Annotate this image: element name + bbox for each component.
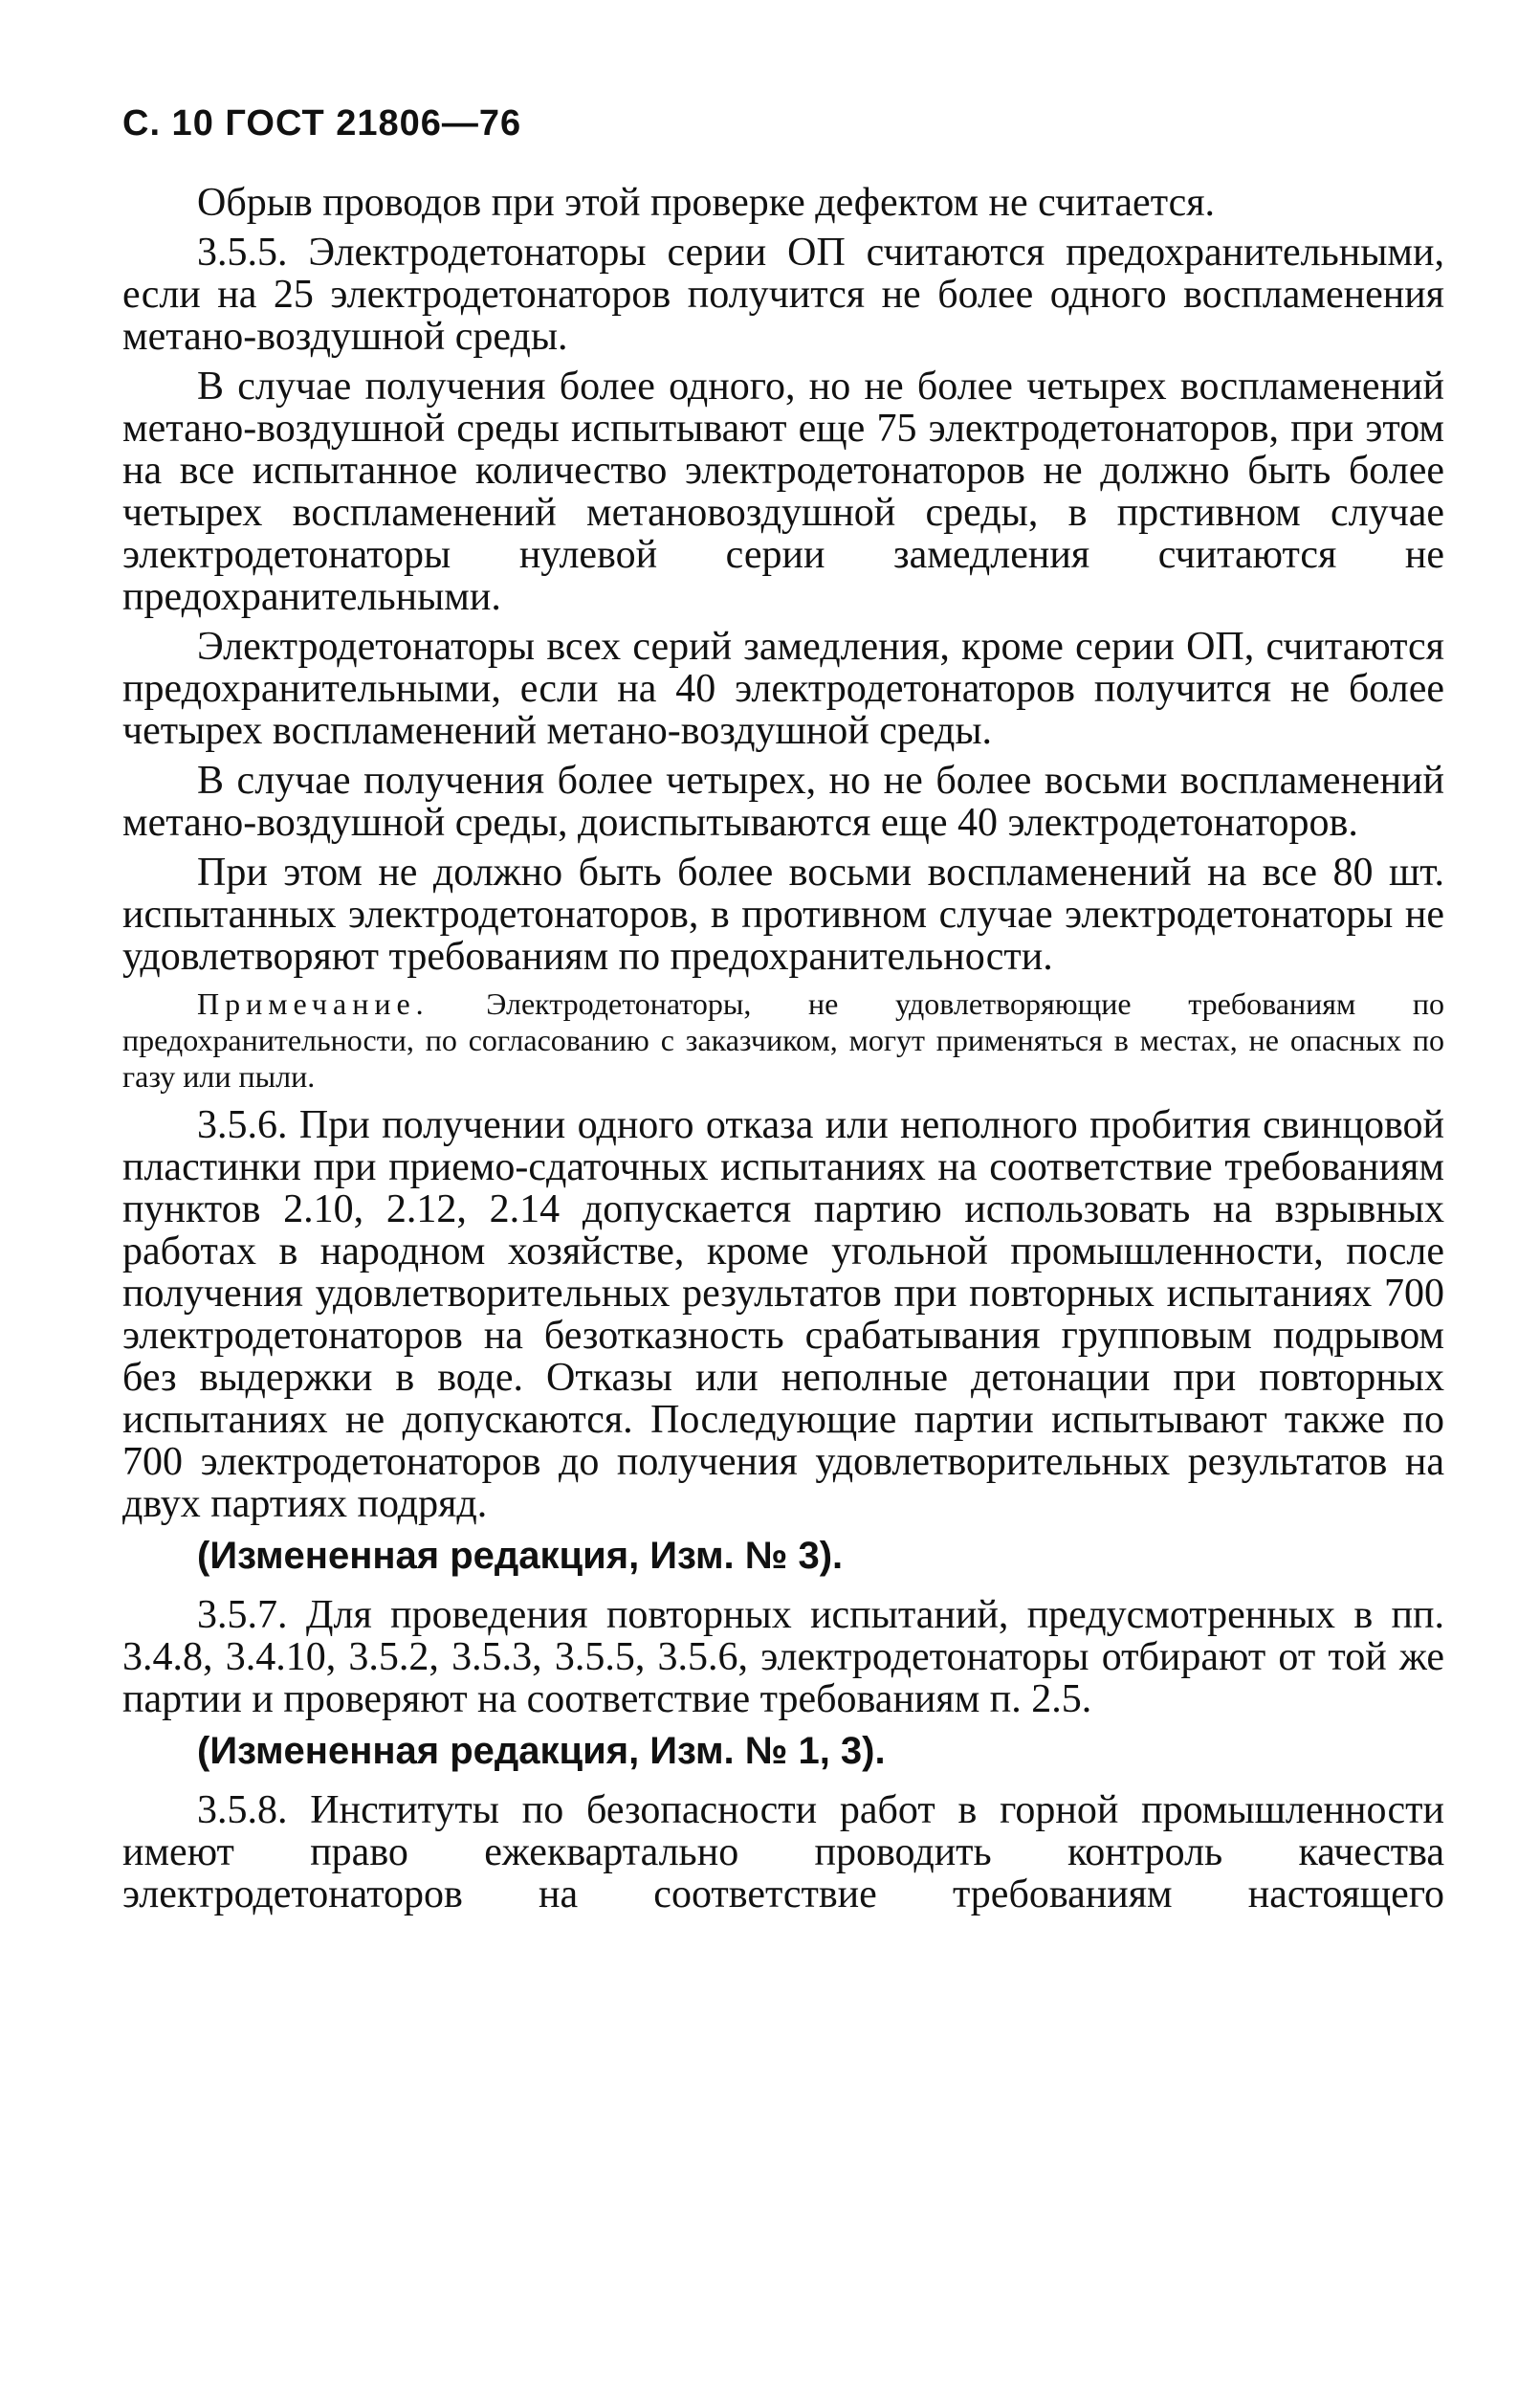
document-body [122,182,1444,1923]
paragraph: В случае получения более четырех, но не более восьми воспламенений метано-воздушной среды, доиспытываются еще 40 электродетонаторов. [122,759,1444,845]
page-header: С. 10 ГОСТ 21806—76 [122,103,522,144]
edit-note: (Измененная редакция, Изм. № 1, 3). [197,1730,886,1772]
paragraph: В случае получения более одного, но не более четырех воспламенений метано-воздушной среды испытывают еще 75 электродетонаторов, при этом на все испытанное количество электродетонаторов не должно быть более четырех воспламенений метановоздушной среды, в прстивном случае электродетонаторы нулевой серии замедления считаются не предохранительными. [122,365,1444,619]
edit-note: (Измененная редакция, Изм. № 3). [197,1535,844,1577]
paragraph: Электродетонаторы всех серий замедления, кроме серии ОП, считаются предохранительными, если на 40 электродетонаторов получится не более четырех воспламенений метано-воздушной среды. [122,625,1444,753]
note-text: Электродетонаторы, не удовлетворяющие требованиям по предохранительности, по согласованию с заказчиком, могут применяться в местах, не опасных по газу или пыли. [122,986,1444,1094]
note-label: Примечание. [197,986,429,1021]
paragraph-3-5-5: 3.5.5. Электродетонаторы серии ОП считаются предохранительными, если на 25 электродетонаторов получится не более одного воспламенения метано-воздушной среды. [122,231,1444,359]
note [122,986,1444,1095]
paragraph: При этом не должно быть более восьми воспламенений на все 80 шт. испытанных электродетонаторов, в противном случае электродетонаторы не удовлетворяют требованиям по предохранительности. [122,851,1444,979]
paragraph-3-5-7: 3.5.7. Для проведения повторных испытаний, предусмотренных в пп. 3.4.8, 3.4.10, 3.5.2, 3.5.3, 3.5.5, 3.5.6, электродетонаторы отбирают от той же партии и проверяют на соответствие требованиям п. 2.5. [122,1593,1444,1721]
paragraph-3-5-6: 3.5.6. При получении одного отказа или неполного пробития свинцовой пластинки при приемо-сдаточных испытаниях на соответствие требованиям пунктов 2.10, 2.12, 2.14 допускается партию использовать на взрывных работах в народном хозяйстве, кроме угольной промышленности, после получения удовлетворительных результатов при повторных испытаниях 700 электродетонаторов на безотказность срабатывания групповым подрывом без выдержки в воде. Отказы или неполные детонации при повторных испытаниях не допускаются. Последующие партии испытывают также по 700 электродетонаторов до получения удовлетворительных результатов на двух партиях подряд. [122,1103,1444,1526]
paragraph-3-5-8: 3.5.8. Институты по безопасности работ в горной промышленности имеют право ежеквартально проводить контроль качества электродетонаторов на соответствие требованиям настоящего [122,1788,1444,1916]
paragraph: Обрыв проводов при этой проверке дефектом не считается. [197,181,1216,225]
